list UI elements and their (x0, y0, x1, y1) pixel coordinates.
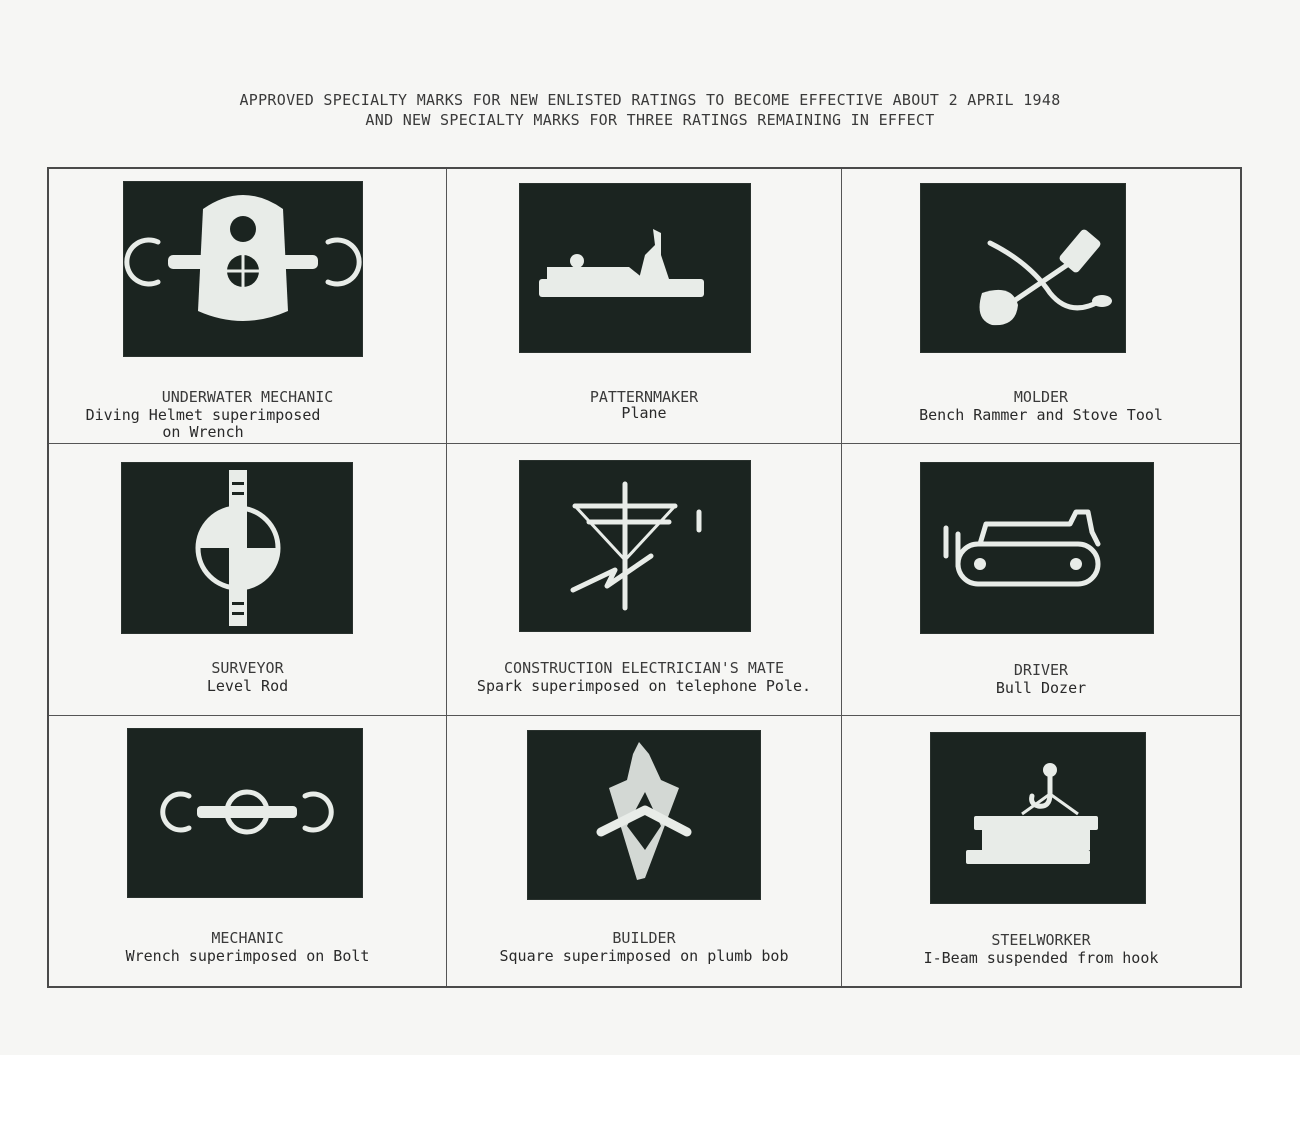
rating-name: MECHANIC (211, 929, 284, 947)
cell-steelworker (842, 716, 1240, 986)
bottom-margin (0, 1055, 1300, 1144)
rating-description: Spark superimposed on telephone Pole. (476, 677, 812, 695)
ibeam-hook-icon (930, 732, 1146, 904)
bulldozer-icon (920, 462, 1154, 634)
rating-description: Wrench superimposed on Bolt (125, 947, 370, 965)
wrench-bolt-icon (127, 728, 363, 898)
rating-description: Level Rod (206, 677, 289, 695)
heading-line-1: APPROVED SPECIALTY MARKS FOR NEW ENLISTED RATINGS TO BECOME EFFECTIVE ABOUT 2 APRIL 1948 (239, 91, 1061, 109)
rating-description: Square superimposed on plumb bob (499, 947, 789, 965)
cell-underwater-mechanic (49, 169, 447, 444)
bench-rammer-stove-tool-icon (920, 183, 1126, 353)
cell-molder (842, 169, 1240, 444)
cell-construction-electricians-mate (447, 444, 842, 716)
rating-name: STEELWORKER (991, 931, 1091, 949)
cell-patternmaker (447, 169, 842, 444)
cell-surveyor (49, 444, 447, 716)
rating-name: BUILDER (612, 929, 676, 947)
cell-mechanic (49, 716, 447, 986)
rating-name: UNDERWATER MECHANIC (161, 388, 334, 406)
rating-description: I-Beam suspended from hook (923, 949, 1159, 967)
heading-line-2: AND NEW SPECIALTY MARKS FOR THREE RATINGS REMAINING IN EFFECT (365, 111, 935, 129)
rating-description: Bull Dozer (995, 679, 1087, 697)
rating-description: Bench Rammer and Stove Tool (919, 406, 1163, 424)
rating-description: Plane (621, 404, 667, 422)
rating-name: MOLDER (1013, 388, 1069, 406)
plane-icon (519, 183, 751, 353)
document-heading (0, 90, 1300, 130)
diving-helmet-wrench-icon (123, 181, 363, 357)
rating-name: SURVEYOR (211, 659, 284, 677)
specialty-marks-grid (47, 167, 1242, 988)
rating-description: Diving Helmet superimposed on Wrench (85, 406, 321, 441)
square-plumb-bob-icon (527, 730, 761, 900)
rating-name: PATTERNMAKER (589, 388, 699, 406)
cell-builder (447, 716, 842, 986)
spark-telephone-pole-icon (519, 460, 751, 632)
rating-name: DRIVER (1013, 661, 1069, 679)
level-rod-icon (121, 462, 353, 634)
cell-driver (842, 444, 1240, 716)
rating-name: CONSTRUCTION ELECTRICIAN'S MATE (504, 659, 784, 677)
